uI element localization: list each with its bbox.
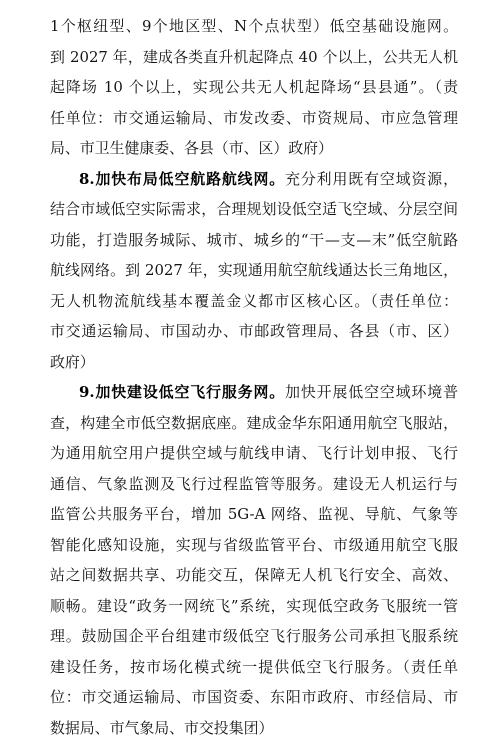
text-line: 1个枢纽型、9个地区型、N个点状型）低空基础设施网。 [50,11,458,42]
section-heading: 8.加快布局低空航路航线网。 [79,170,285,188]
text-line: 位：市交通运输局、市国资委、东阳市政府、市经信局、市 [50,682,458,713]
text-line: 任单位：市交通运输局、市发改委、市资规局、市应急管理 [50,103,458,134]
section-9-heading-line [50,377,458,408]
text-line: 航线网络。到 2027 年，实现通用航空航线通达长三角地区， [50,255,458,286]
text-line: 建设任务，按市场化模式统一提供低空飞行服务。（责任单 [50,652,458,683]
section-8-heading-line [50,164,458,195]
text-line: 政府） [50,347,458,378]
text-line: 起降场 10 个以上，实现公共无人机起降场“县县通”。（责 [50,72,458,103]
paragraph-text: 充分利用既有空域资源， [285,170,458,188]
text-line: 功能，打造服务城际、城市、城乡的“干—支—末”低空航路 [50,225,458,256]
text-line: 理。鼓励国企平台组建市级低空飞行服务公司承担飞服系统 [50,621,458,652]
text-line: 监管公共服务平台，增加 5G-A 网络、监视、导航、气象等 [50,499,458,530]
text-line: 为通用航空用户提供空域与航线申请、飞行计划申报、飞行 [50,438,458,469]
text-line: 到 2027 年，建成各类直升机起降点 40 个以上，公共无人机 [50,42,458,73]
text-line: 查，构建全市低空数据底座。建成金华东阳通用航空飞服站， [50,408,458,439]
text-line: 局、市卫生健康委、各县（市、区）政府） [50,133,458,164]
paragraph-text: 加快开展低空空域环境普 [285,383,458,401]
text-line: 市交通运输局、市国动办、市邮政管理局、各县（市、区） [50,316,458,347]
text-line: 站之间数据共享、功能交互，保障无人机飞行安全、高效、 [50,560,458,591]
text-line: 通信、气象监测及飞行过程监管等服务。建设无人机运行与 [50,469,458,500]
document-page [50,11,458,743]
text-line: 数据局、市气象局、市交投集团） [50,713,458,743]
text-line: 顺畅。建设“政务一网统飞”系统，实现低空政务飞服统一管 [50,591,458,622]
section-heading: 9.加快建设低空飞行服务网。 [79,383,285,401]
text-line: 结合市域低空实际需求，合理规划设低空适飞空域、分层空间 [50,194,458,225]
text-line: 智能化感知设施，实现与省级监管平台、市级通用航空飞服 [50,530,458,561]
text-line: 无人机物流航线基本覆盖金义都市区核心区。（责任单位： [50,286,458,317]
